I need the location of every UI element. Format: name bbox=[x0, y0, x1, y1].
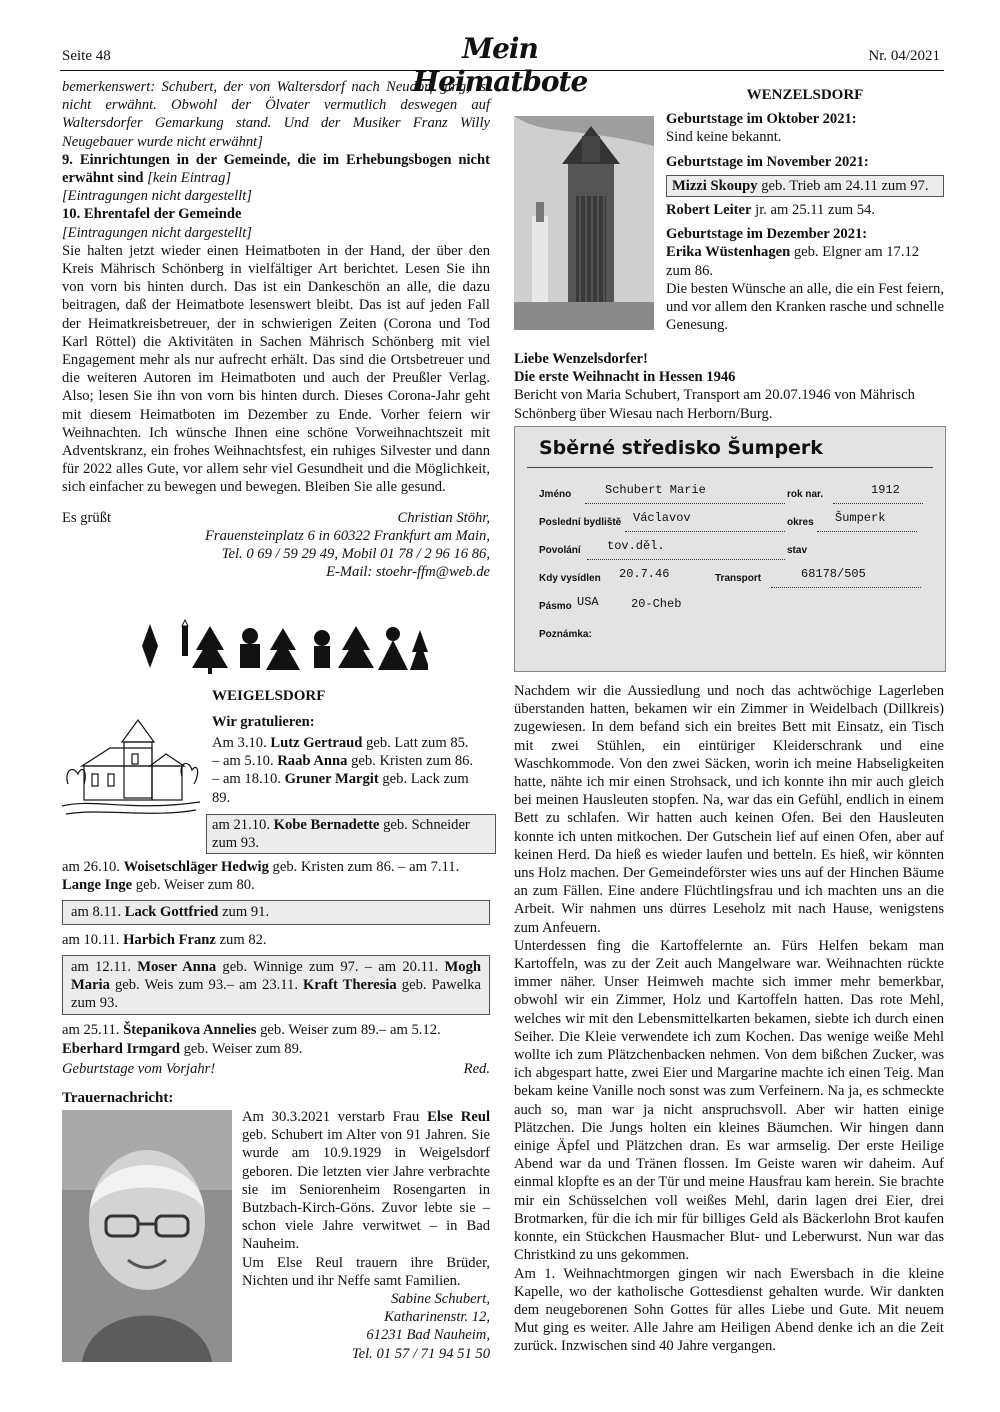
oct-heading: Geburtstage im Oktober 2021: bbox=[666, 111, 857, 128]
star-icon bbox=[142, 624, 158, 646]
item9-heading: 9. Einrichtungen in der Gemeinde, die im Erhebungsbogen nicht erwähnt sind bbox=[62, 151, 490, 187]
obituary-text bbox=[242, 1108, 490, 1363]
obituary-sign-phone: Tel. 01 57 / 71 94 51 50 bbox=[351, 1345, 490, 1362]
card-label-expelled: Kdy vysídlen bbox=[539, 573, 601, 584]
story-title: Die erste Weihnacht in Hessen 1946 bbox=[514, 369, 736, 386]
weigelsdorf-list-2 bbox=[62, 858, 490, 1078]
birthday-highlight-box bbox=[666, 175, 944, 197]
birth-detail: geb. Pawelka zum 93. bbox=[71, 977, 482, 1012]
person-name: Moser Anna bbox=[137, 958, 217, 975]
card-label-zone: Pásmo bbox=[539, 601, 572, 612]
card-title: Sběrné středisko Šumperk bbox=[539, 437, 823, 459]
obituary-sign-name: Sabine Schubert, bbox=[391, 1291, 490, 1308]
nov2-name: Robert Leiter bbox=[666, 202, 752, 219]
weigelsdorf-footer bbox=[62, 1060, 490, 1078]
left-article bbox=[62, 78, 490, 581]
story-greeting: Liebe Wenzelsdorfer! bbox=[514, 351, 648, 367]
nov-detail: geb. Trieb am 24.11 zum 97. bbox=[757, 177, 929, 194]
card-dotline bbox=[585, 503, 785, 504]
card-label-birthyear: rok nar. bbox=[787, 489, 824, 500]
weigelsdorf-congrats: Wir gratulieren: bbox=[212, 714, 315, 730]
card-dotline bbox=[817, 531, 917, 532]
person-name: Lack Gottfried bbox=[124, 904, 219, 921]
editor-note: Red. bbox=[463, 1060, 490, 1077]
story-report: Bericht von Maria Schubert, Transport am 20.07.1946 von Mährisch Schönberg über Wiesau nach Herborn/Burg. bbox=[514, 387, 915, 422]
obituary-sign-street: Katharinenstr. 12, bbox=[384, 1309, 490, 1326]
date-text: am 26.10. bbox=[62, 859, 124, 875]
deceased-name: Else Reul bbox=[427, 1109, 490, 1125]
card-value-residence: Václavov bbox=[633, 511, 691, 525]
card-value-zone: USA bbox=[577, 595, 599, 609]
wenzelsdorf-title: WENZELSDORF bbox=[746, 87, 864, 103]
card-label-occupation: Povolání bbox=[539, 545, 581, 556]
signature-email: E-Mail: stoehr-ffm@web.de bbox=[326, 564, 490, 581]
card-dotline bbox=[833, 503, 923, 504]
editorial-body: Sie halten jetzt wieder einen Heimatboten in der Hand, der über den Kreis Mährisch Schönberg in vielfältiger Art berichtet. Lesen Sie ihn von vorn bis hinten durch. Das ist ein Dankeschön an alle, die dazu beitragen, daß der Heimatbote lesenswert bleibt. Das ist auf jeden Fall der Heimatkreisbetreuer, der in schwierigen Zeiten (Corona und Tod Karl Röttel) die Aktivitäten in Sachen Mährisch Schönberg mit viel Engagement mehr als nur aufrecht erhält. Das sind die Ortsbetreuer und die weiteren Autoren im Heimatboten und auch der Preußler Verlag. Also; lesen Sie ihn von vorn bis hinten durch. Dieses Corona-Jahr geht mit diesem Heimatboten im Dezember zu Ende. Vorher feiern wir Weihnachten. Ich wünsche Ihnen eine schöne Vorweihnachtszeit mit Adventskranz, ein frohes Weihnachtsfest, ein ruhiges Silvester und dann für 2022 alles Gute, vor allem sehr viel Gesundheit und die Möglichkeit, sich einfacher zu bewegen und bewegen. Bleiben Sie alle gesund. bbox=[62, 242, 490, 496]
nov-name: Mizzi Skoupy bbox=[672, 177, 758, 194]
person-name: Kraft Theresia bbox=[303, 977, 397, 994]
card-dotline bbox=[625, 531, 785, 532]
birth-detail: geb. Lack zum 89. bbox=[212, 771, 469, 806]
person-name: Štepanikova Annelies bbox=[123, 1022, 257, 1039]
obituary-title: Trauernachricht: bbox=[62, 1090, 174, 1106]
card-value-name: Schubert Marie bbox=[605, 483, 706, 497]
issue-number: Nr. 04/2021 bbox=[868, 48, 940, 64]
greeting: Es grüßt bbox=[62, 509, 112, 526]
obituary-portrait-photo bbox=[62, 1110, 232, 1362]
date-text: – am 5.10. bbox=[212, 753, 278, 770]
birth-detail: geb. Weiser zum 89.– am 5.12. bbox=[256, 1022, 441, 1039]
signature-name: Christian Stöhr, bbox=[397, 509, 490, 526]
item9-note: [Eintragungen nicht dargestellt] bbox=[62, 188, 252, 205]
story-intro bbox=[514, 350, 944, 423]
date-text: – am 18.10. bbox=[212, 771, 285, 788]
card-value-transport: 68178/505 bbox=[801, 567, 866, 581]
masthead-logo: Mein Heimatbote bbox=[412, 32, 588, 98]
dec-heading: Geburtstage im Dezember 2021: bbox=[666, 226, 868, 243]
date-text: am 21.10. bbox=[212, 817, 274, 833]
date-text: am 25.11. bbox=[62, 1022, 124, 1039]
church-illustration bbox=[62, 714, 200, 818]
person-name: Woisetschläger Hedwig bbox=[123, 859, 269, 875]
card-label-note: Poznámka: bbox=[539, 629, 592, 640]
birth-detail: geb. Winnige zum 97. – am 20.11. bbox=[216, 958, 445, 975]
card-value-occupation: tov.děl. bbox=[607, 539, 665, 553]
person-name: Harbich Franz bbox=[123, 931, 216, 948]
person-name: Gruner Margit bbox=[284, 771, 379, 788]
birthday-highlight-box bbox=[206, 814, 496, 854]
date-text: am 10.11. bbox=[62, 931, 124, 948]
birth-detail: geb. Kristen zum 86. bbox=[347, 753, 474, 770]
christmas-ornament-strip bbox=[138, 616, 428, 676]
story-paragraph-1: Nachdem wir die Aussiedlung und noch das achtwöchige Lagerleben überstanden hatten, bekamen wir ein Zimmer in Weidelbach (Dillkreis) zugewiesen. In dem befand sich ein breites Bett mit Einsatz, ein Tisch mit zwei Stühlen, ein eintüriger Kleiderschrank und eine Waschkommode. Von den zwei Säcken, worin ich meine Habseligkeiten hatte, nähte ich mir einen Strohsack, und ich konnte ihn mir auch gleich bei meinen Hausleuten stopfen. Na, war das ein Gefühl, endlich in einem Bett zu schlafen. Wir hatten auch keinen Ofen. Bei den Hausleuten konnte ich unten mitkochen. Der Gutschein lief auf einen Ofen, aber auf keinen Herd. Da hieß es wieder laufen und betteln. Es hieß, wir könnten uns Holz machen. Der Gemeindeförster wies uns auf der Hinchen Bäume an zum Fällen. Eine andere Flüchtlingsfrau und ich machten uns an die Arbeit. Wir nahmen uns dürres Leseholz mit nach Hause, wenigstens zum Anfeuern. bbox=[514, 683, 944, 936]
signature-block bbox=[62, 509, 490, 527]
card-value-district: Šumperk bbox=[835, 511, 886, 525]
chapel-photo bbox=[514, 116, 654, 330]
birth-detail: zum 91. bbox=[218, 904, 270, 921]
card-label-transport: Transport bbox=[715, 573, 762, 584]
nov-heading: Geburtstage im November 2021: bbox=[666, 153, 869, 170]
item9-note-inline: [kein Eintrag] bbox=[143, 170, 232, 187]
birth-detail: geb. Schneider zum 93. bbox=[212, 817, 470, 852]
person-name: Raab Anna bbox=[277, 753, 348, 770]
story-paragraph-3: Am 1. Weihnachtmorgen gingen wir nach Ewersbach in die kleine Kapelle, wo der katholische Gottesdienst gehalten wurde. Wir dankten dem neugeborenen Sohn Gottes für alles Liebe und Gute. Mit neuem Mut ging es weiter. Alle Jahre am Heiligen Abend denke ich an die Zeit zurück. Inzwischen sind 40 Jahre vergangen. bbox=[514, 1265, 944, 1355]
person-name: Eberhard Irmgard bbox=[62, 1040, 180, 1057]
card-rule bbox=[527, 467, 933, 468]
birth-detail: geb. Latt zum 85. bbox=[362, 735, 469, 751]
date-text: Am 3.10. bbox=[212, 735, 271, 751]
card-dotline bbox=[771, 587, 921, 588]
card-value-zone-2: 20-Cheb bbox=[631, 597, 682, 611]
page-number: Seite 48 bbox=[62, 48, 111, 64]
item10-note: [Eintragungen nicht dargestellt] bbox=[62, 224, 252, 241]
weigelsdorf-title: WEIGELSDORF bbox=[212, 688, 326, 704]
story-body bbox=[514, 682, 944, 1356]
birth-detail: geb. Weiser zum 80. bbox=[132, 877, 255, 894]
card-label-district: okres bbox=[787, 517, 814, 528]
birth-detail: geb. Weis zum 93.– am 23.11. bbox=[109, 977, 304, 994]
signature-address-2: Tel. 0 69 / 59 29 49, Mobil 01 78 / 2 96 16 86, bbox=[221, 546, 490, 563]
registration-card bbox=[514, 426, 946, 672]
card-dotline bbox=[587, 559, 785, 560]
birth-detail: geb. Kristen zum 86. – am 7.11. bbox=[268, 859, 460, 875]
previous-year-note: Geburtstage vom Vorjahr! bbox=[62, 1060, 216, 1077]
header-rule bbox=[60, 70, 944, 71]
signature-address-1: Frauensteinplatz 6 in 60322 Frankfurt am Main, bbox=[205, 527, 490, 544]
weigelsdorf-list-1 bbox=[212, 734, 490, 807]
wenzelsdorf-section bbox=[666, 86, 944, 334]
person-name: Kobe Bernadette bbox=[273, 817, 380, 833]
obituary-mourners: Um Else Reul trauern ihre Brüder, Nichten und ihr Neffe samt Familien. bbox=[242, 1254, 490, 1289]
card-label-residence: Poslední bydliště bbox=[539, 517, 622, 528]
story-paragraph-2: Unterdessen fing die Kartoffelernte an. Fürs Helfen bekam man Kartoffeln, was zu der Zeit auch Mangelware war. Weihnachten rückte immer näher. Unser Heimweh machte sich immer mehr bemerkbar, obwohl wir ein Zimmer, Holz und Kartoffeln hatten. Das rote Mehl, welches wir mit den Lebensmittelkarten bekamen, siebte ich durch einen Seiher. Die Kleie verwendete ich zum Kochen. Das wenige weiße Mehl wollte ich zum Plätzchenbacken nehmen. Von dem bißchen Zucker, was ich abgespart hatte, zwei Eier und Margarine machte ich einen Teig. Man bekam keine Vanille noch sonst was zum Verfeinern. Na ja, es schmeckte auch so, man war ja nicht anspruchsvoll. Aber wir hatten einige Plätzchen. Die Jungs holten ein kleines Bäumchen. Wir hingen dann einige Äpfel und Plätzchen dran. Es war armselig. Der erste Heilige Abend war da und Tränen flossen. Im Geiste waren wir daheim. Auf einmal klopfte es an der Tür und meine Hausfrau kam herein. Sie brachte mir ein Schüsselchen voll weißes Mehl, darin lagen drei Eier, drei Brotmarken, für die ich mir für billiges Geld als Bäckerlohn Brot kaufen konnte, ein Stückchen Hausmacher Blut- und Leberwurst. Nun war das Christkind zu uns gekommen. bbox=[514, 937, 944, 1264]
date-text: am 8.11. bbox=[71, 904, 125, 921]
item10-heading: 10. Ehrentafel der Gemeinde bbox=[62, 206, 242, 223]
person-name: Lutz Gertraud bbox=[270, 735, 363, 751]
date-text: am 12.11. bbox=[71, 958, 138, 975]
obituary-body: geb. Schubert im Alter von 91 Jahren. Sie wurde am 10.9.1929 in Weigelsdorf geboren. Die letzten vier Jahre verbrachte sie im Seniorenheim Rosengarten in Butzbach-Kirch-Göns. Zuvor lebte sie – schon viele Jahre verwitwet – in Bad Nauheim. bbox=[242, 1127, 490, 1253]
dec-detail: geb. Elgner am 17.12 zum 86. bbox=[666, 244, 920, 279]
card-value-birthyear: 1912 bbox=[871, 483, 900, 497]
dec-name: Erika Wüstenhagen bbox=[666, 244, 791, 261]
intro-italic: bemerkenswert: Schubert, der von Waltersdorf nach Neudorf ging, ist nicht erwähnt. Obwohl der Ölvater vermutlich deswegen auf Waltersdorfer Gemarkung stand. Und der Musiker Franz Willy Neugebauer wurde nicht erwähnt] bbox=[62, 79, 490, 150]
card-label-name: Jméno bbox=[539, 489, 572, 500]
obituary-sign-city: 61231 Bad Nauheim, bbox=[366, 1327, 490, 1344]
nov2-detail: jr. am 25.11 zum 54. bbox=[751, 202, 875, 219]
obituary-lead: Am 30.3.2021 verstarb Frau bbox=[242, 1109, 428, 1125]
birthday-highlight-box bbox=[62, 955, 490, 1016]
person-name: Lange Inge bbox=[62, 877, 133, 894]
wishes-text: Die besten Wünsche an alle, die ein Fest feiern, und vor allem den Kranken rasche und schnelle Genesung. bbox=[666, 280, 944, 334]
person-name: Mogh Maria bbox=[71, 958, 482, 994]
birth-detail: geb. Weiser zum 89. bbox=[179, 1040, 303, 1057]
card-value-expelled: 20.7.46 bbox=[619, 567, 670, 581]
card-label-status: stav bbox=[787, 545, 808, 556]
birthday-highlight-box bbox=[62, 900, 490, 924]
birth-detail: zum 82. bbox=[215, 931, 267, 948]
oct-text: Sind keine bekannt. bbox=[666, 129, 782, 146]
